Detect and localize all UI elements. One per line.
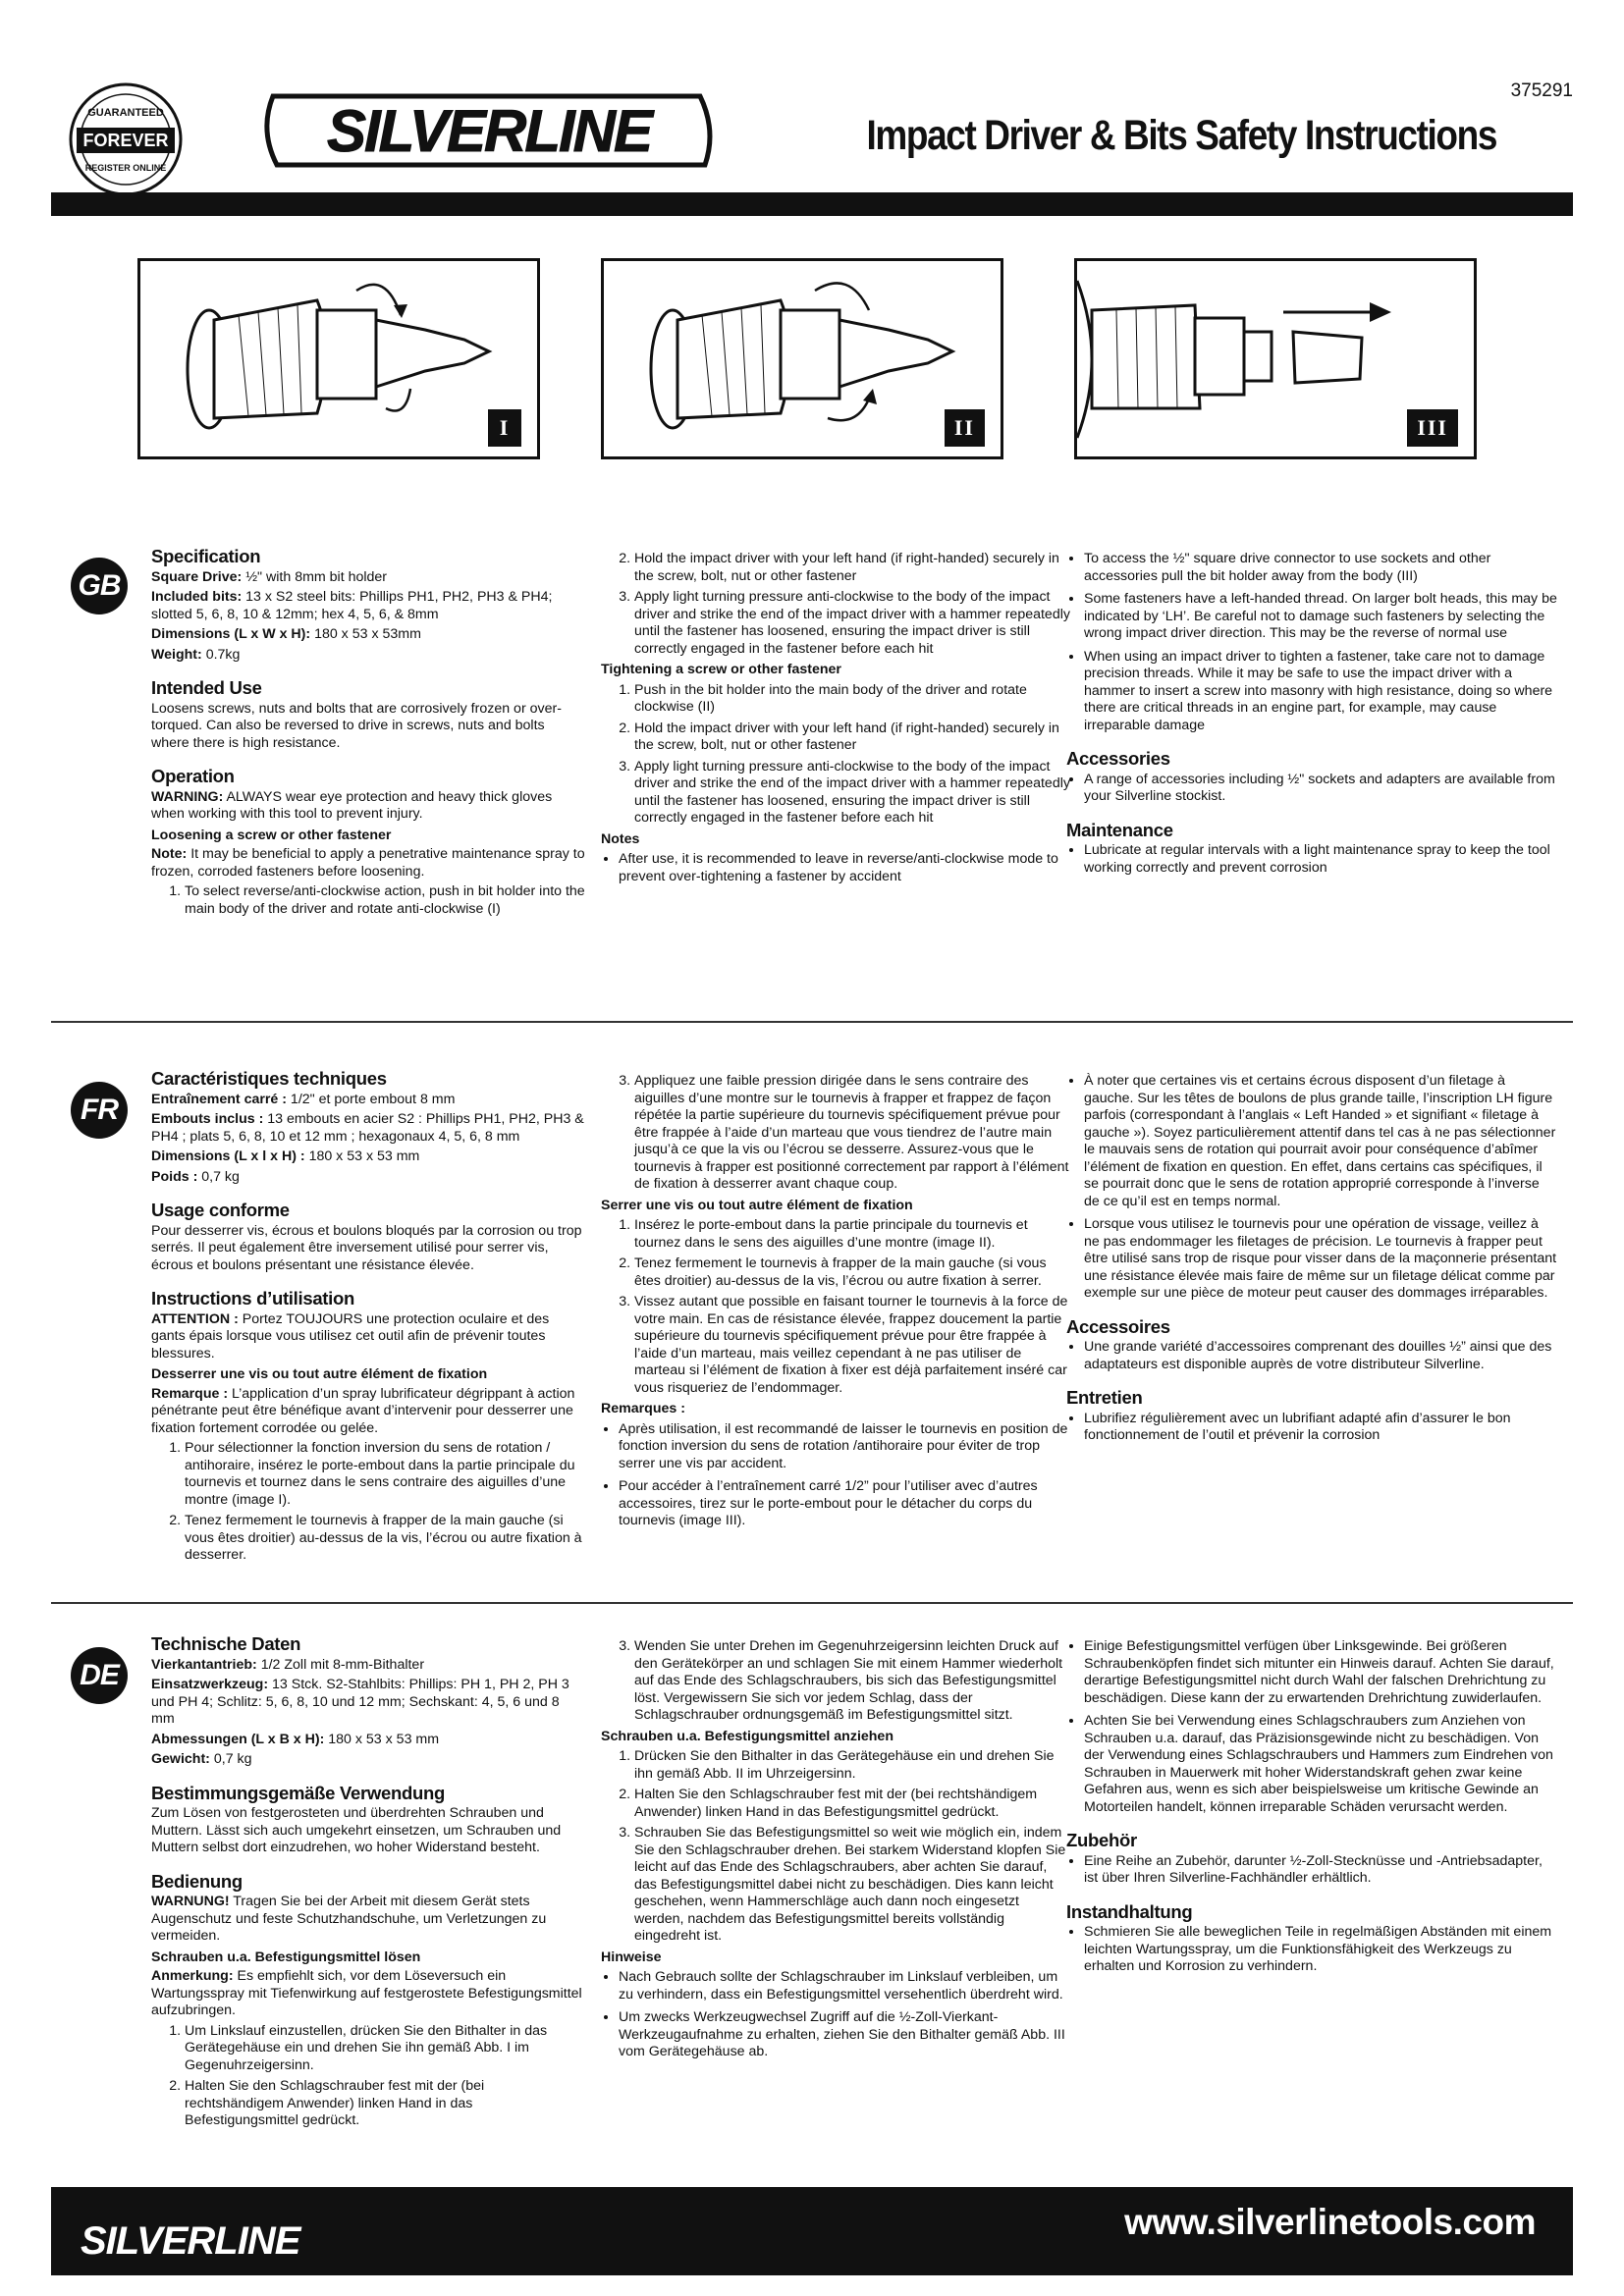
list-item: • Nach Gebrauch sollte der Schlagschrauber im Linkslauf verbleiben, um zu verhindern, dass ein Befestigungsmittel versehentlich überdreht wird. [619,1969,1072,2003]
list-item: 1. Push in the bit holder into the main body of the driver and rotate clockwise (II) [634,682,1072,717]
brand-logo [253,77,725,185]
fr-column-1 [151,1070,585,1569]
list-item: 2. Tenez fermement le tournevis à frapper de la main gauche (si vous êtes droitier) au-dessus de la vis, l’écrou ou autre fixation à serrer. [634,1255,1072,1290]
fr-spec-line: Poids : 0,7 kg [151,1168,240,1185]
de-operation-heading: Bedienung [151,1870,243,1892]
list-item: • Une grande variété d’accessoires comprenant des douilles ½” ainsi que des adaptateurs est disponible auprès de votre distributeur Silverline. [1084,1339,1557,1373]
fr-use-heading: Usage conforme [151,1200,290,1220]
list-item: • Pour accéder à l’entraînement carré 1/2” pour l’utiliser avec d’autres accessoires, tirez sur le porte-embout pour le détacher du corps du tournevis (image III). [619,1478,1072,1530]
figure-3 [1074,258,1477,459]
fr-loosen-heading: Desserrer une vis ou tout autre élément de fixation [151,1366,488,1382]
de-spec-line: Gewicht: 0,7 kg [151,1751,252,1767]
list-item: 2. Hold the impact driver with your left hand (if right-handed) securely in the screw, bolt, nut or other fastener [634,551,1072,585]
figure-2-label: II [945,409,985,447]
gb-use-heading: Intended Use [151,677,262,698]
seal-text-top: GUARANTEED [87,107,164,119]
fr-accessories-heading: Accessoires [1066,1315,1170,1337]
gb-warning: WARNING: ALWAYS wear eye protection and heavy thick gloves when working with this tool to prevent injury. [151,788,553,822]
gb-note: Note: It may be beneficial to apply a penetrative maintenance spray to frozen, corroded fasteners before loosening. [151,846,585,880]
list-item: 1. Um Linkslauf einzustellen, drücken Sie den Bithalter in das Gerätegehäuse ein und drehen Sie ihn gemäß Abb. I im Gegenuhrzeigersinn. [185,2023,585,2075]
fr-column-2 [601,1070,1072,1536]
list-item: 2. Hold the impact driver with your left hand (if right-handed) securely in the screw, bolt, nut or other fastener [634,721,1072,755]
fr-column-3 [1066,1070,1557,1451]
de-accessories-heading: Zubehör [1066,1830,1137,1850]
gb-tighten-heading: Tightening a screw or other fastener [601,662,841,677]
de-spec-line: Einsatzwerkzeug: 13 Stck. S2-Stahlbits: Phillips: PH 1, PH 2, PH 3 und PH 4; Schlitz: 5, 6, 8, 10 und 12 mm; Sechskant: 4, 5, 6 und 8 mm [151,1677,569,1727]
fr-use-text: Pour desserrer vis, écrous et boulons bloqués par la corrosion ou trop serrés. Il peut également être inversement utilisé pour serrer vis, écrous et boulons présentant une résistance élevée. [151,1222,582,1273]
gb-use-text: Loosens screws, nuts and bolts that are corrosively frozen or over-torqued. Can also be reversed to drive in screws, nuts and bolts where there is high resistance. [151,700,562,751]
section-fr [51,1070,1573,1600]
list-item: • À noter que certaines vis et certains écrous disposent d’un filetage à gauche. Sur les têtes de boulons de plus grande taille, l’inscription LH figure parfois (correspondant à l’anglais « Left Handed » et signifiant « filetage à gauche »). Soyez particulièrement attentif dans tel cas à ne pas sélectionner le mauvais sens de rotation qui pourrait avoir pour conséquence d’abîmer l’élément de fixation en question. En effet, dans certains cas spécifiques, il se pourrait donc que le sens de rotation approprié corresponde à l’inverse de ce qu’il est en temps normal. [1084,1073,1557,1210]
list-item: 3. Schrauben Sie das Befestigungsmittel so weit wie möglich ein, indem Sie den Schlagschrauber drehen. Bei starkem Widerstand klopfen Sie leicht auf das Ende des Schlagschraubers, aber achten Sie darauf, das Befestigungsmittel dabei nicht zu beschädigen. Dies kann leicht geschehen, wenn Hammerschläge auch dann noch eingesetzt werden, nachdem das Befestigungsmittel bereits vollständig eingedreht ist. [634,1825,1072,1946]
seal-text-mid: FOREVER [82,131,169,150]
guarantee-seal [67,80,185,198]
gb-notes-heading: Notes [601,830,640,847]
de-loosen-heading: Schrauben u.a. Befestigungsmittel lösen [151,1949,421,1965]
list-item: • Lorsque vous utilisez le tournevis pour une opération de vissage, veillez à ne pas endommager les filetages de précision. Le tournevis à frapper peut être utilisé sans trop de risque pour visser dans de la maçonnerie présentant une résistance élevée mais faire de même sur un filetage délicat comme par exemple sur une pièce de moteur peut causer des dommages irréparables. [1084,1216,1557,1303]
figure-1-label: I [488,409,521,447]
de-use-text: Zum Lösen von festgerosteten und überdrehten Schrauben und Muttern. Lässt sich auch umgekehrt einsetzen, um Schrauben und Muttern selbst dort einzudrehen, wo hoher Widerstand besteht. [151,1805,562,1855]
list-item: • To access the ½" square drive connector to use sockets and other accessories pull the bit holder away from the body (III) [1084,551,1557,585]
list-item: 1. To select reverse/anti-clockwise action, push in bit holder into the main body of the driver and rotate anti-clockwise (I) [185,883,585,918]
de-spec-heading: Technische Daten [151,1633,301,1654]
list-item: • Some fasteners have a left-handed thread. On larger bolt heads, this may be indicated by ‘LH’. Be careful not to damage such fasteners by selecting the wrong impact driver direction. This may be the reverse of normal use [1084,591,1557,643]
fr-operation-heading: Instructions d’utilisation [151,1288,355,1308]
gb-loosen-heading: Loosening a screw or other fastener [151,827,392,843]
fr-notes-heading: Remarques : [601,1401,685,1416]
figure-2 [601,258,1003,459]
gb-column-1 [151,548,585,922]
footer-brand-text: SILVERLINE [81,2219,300,2263]
section-de [51,1635,1573,2146]
list-item: 1. Insérez le porte-embout dans la partie principale du tournevis et tournez dans le sens des aiguilles d’une montre (image II). [634,1217,1072,1252]
fr-warning: ATTENTION : Portez TOUJOURS une protection oculaire et des gants épais lorsque vous utilisez cet outil afin de prévenir toutes blessures. [151,1310,550,1362]
gb-spec-line: Included bits: 13 x S2 steel bits: Phillips PH1, PH2, PH3 & PH4; slotted 5, 6, 8, 10 & 12mm; hex 4, 5, 6, & 8mm [151,589,553,622]
fr-spec-heading: Caractéristiques techniques [151,1068,387,1089]
list-item: • Um zwecks Werkzeugwechsel Zugriff auf die ½-Zoll-Vierkant-Werkzeugaufnahme zu erhalten, ziehen Sie den Bithalter gemäß Abb. III vom Gerätegehäuse ab. [619,2009,1072,2061]
de-spec-line: Abmessungen (L x B x H): 180 x 53 x 53 mm [151,1731,440,1747]
fr-note: Remarque : L’application d’un spray lubrificateur dégrippant à action pénétrante peut être bénéfique avant d’intervenir pour desserrer une fixation fortement corrodée ou gelée. [151,1385,575,1436]
section-gb [51,548,1573,960]
product-code: 375291 [1510,80,1573,101]
de-column-3 [1066,1635,1557,1982]
language-badge-de: DE [71,1647,128,1704]
de-note: Anmerkung: Es empfiehlt sich, vor dem Löseversuch ein Wartungsspray mit Tiefenwirkung auf festgerostete Befestigungsmittel aufzubringen. [151,1968,582,2018]
figure-3-label: III [1407,409,1458,447]
de-maintenance-heading: Instandhaltung [1066,1900,1193,1922]
gb-maintenance-heading: Maintenance [1066,819,1173,840]
figure-1 [137,258,540,459]
list-item: • A range of accessories including ½" sockets and adapters are available from your Silverline stockist. [1084,772,1557,806]
list-item: • Lubrifiez régulièrement avec un lubrifiant adapté afin d’assurer le bon fonctionnement de l’outil et prévenir la corrosion [1084,1411,1557,1445]
list-item: 3. Appliquez une faible pression dirigée dans le sens contraire des aiguilles d’une montre sur le tournevis à frapper et frappez de façon répétée la partie supérieure du tournevis spécifiquement prévue pour être frappée à l’aide d’un marteau que vous tiendrez de l’autre main jusqu’à ce que la vis ou l’écrou se desserre. Assurez-vous que le tournevis à frapper est positionné correctement par rapport à l’élément de fixation à desserrer avant chaque coup. [634,1073,1072,1194]
gb-column-2 [601,548,1072,891]
fr-maintenance-heading: Entretien [1066,1387,1143,1408]
gb-operation-heading: Operation [151,766,235,786]
fr-spec-line: Entraînement carré : 1/2" et porte embout 8 mm [151,1091,456,1107]
de-use-heading: Bestimmungsgemäße Verwendung [151,1782,445,1803]
language-badge-gb: GB [71,558,128,614]
list-item: 3. Apply light turning pressure anti-clockwise to the body of the impact driver and strike the end of the impact driver with a hammer repeatedly until the fastener has loosened, ensuring the impact driver is still correctly engaged in the fastener before each hit [634,759,1072,828]
list-item: 3. Wenden Sie unter Drehen im Gegenuhrzeigersinn leichten Druck auf den Gerätekörper an und schlagen Sie mit einem Hammer wiederholt auf das Ende des Schlagschraubers, bis sich das Befestigungsmittel löst. Vergewissern Sie sich vor jedem Schlag, dass der Schlagschrauber ordnungsgemäß im Befestigungsmittel sitzt. [634,1638,1072,1725]
fr-spec-line: Dimensions (L x l x H) : 180 x 53 x 53 mm [151,1148,420,1164]
gb-column-3 [1066,548,1557,882]
list-item: • Après utilisation, il est recommandé de laisser le tournevis en position de fonction inversion du sens de rotation /antihoraire pour éviter de trop serrer une vis par accident. [619,1421,1072,1473]
list-item: • Achten Sie bei Verwendung eines Schlagschraubers zum Anziehen von Schrauben u.a. darauf, das Präzisionsgewinde nicht zu beschädigen. Von der Verwendung eines Schlagschraubers und Hammers zum Eindrehen von Schrauben in Mauerwerk mit hoher Widerstandskraft gehen zwar keine Gefahren aus, wenn es sich aber beispielsweise um kritische Gewinde an Motorteilen handelt, können irreparable Schäden verursacht werden. [1084,1713,1557,1816]
gb-spec-line: Weight: 0.7kg [151,646,241,663]
list-item: • Eine Reihe an Zubehör, darunter ½-Zoll-Stecknüsse und -Antriebsadapter, ist über Ihren Silverline-Fachhändler erhältlich. [1084,1853,1557,1888]
seal-text-bottom: REGISTER ONLINE [84,163,167,173]
list-item: • Lubricate at regular intervals with a light maintenance spray to keep the tool working correctly and prevent corrosion [1084,842,1557,877]
de-tighten-heading: Schrauben u.a. Befestigungsmittel anziehen [601,1728,893,1744]
de-spec-line: Vierkantantrieb: 1/2 Zoll mit 8-mm-Bithalter [151,1656,425,1673]
list-item: 2. Halten Sie den Schlagschrauber fest mit der (bei rechtshändigem Anwender) linken Hand in das Befestigungsmittel gedrückt. [634,1787,1072,1821]
section-divider [51,1021,1573,1023]
gb-spec-line: Dimensions (L x W x H): 180 x 53 x 53mm [151,626,421,642]
de-notes-heading: Hinweise [601,1949,662,1965]
fr-tighten-heading: Serrer une vis ou tout autre élément de fixation [601,1197,913,1213]
list-item: 2. Halten Sie den Schlagschrauber fest mit der (bei rechtshändigem Anwender) linken Hand in das Befestigungsmittel gedrückt. [185,2078,585,2130]
header-divider-bar [51,192,1573,216]
gb-spec-line: Square Drive: ½" with 8mm bit holder [151,568,388,585]
list-item: 1. Drücken Sie den Bithalter in das Gerätegehäuse ein und drehen Sie ihn gemäß Abb. II im Uhrzeigersinn. [634,1748,1072,1783]
gb-accessories-heading: Accessories [1066,748,1170,769]
list-item: • When using an impact driver to tighten a fastener, take care not to damage precision threads. While it may be safe to use the impact driver with a hammer to insert a screw into masonry with high resistance, doing so where there are critical threads in an engine part, for example, may cause irreparable damage [1084,649,1557,735]
de-column-1 [151,1635,585,2134]
website-link[interactable]: www.silverlinetools.com [1124,2202,1536,2242]
section-divider [51,1602,1573,1604]
brand-logo-text: SILVERLINE [326,98,652,164]
list-item: • After use, it is recommended to leave in reverse/anti-clockwise mode to prevent over-tightening a fastener by accident [619,851,1072,885]
footer-brand-logo [71,2209,385,2268]
de-warning: WARNUNG! Tragen Sie bei der Arbeit mit diesem Gerät stets Augenschutz und feste Schutzhandschuhe, um Verletzungen zu vermeiden. [151,1894,547,1944]
de-column-2 [601,1635,1072,2067]
list-item: 2. Tenez fermement le tournevis à frapper de la main gauche (si vous êtes droitier) au-dessus de la vis, l’écrou ou autre fixation à desserrer. [185,1513,585,1565]
list-item: 1. Pour sélectionner la fonction inversion du sens de rotation / antihoraire, insérez le porte-embout dans la partie principale du tournevis et tournez dans le sens contraire des aiguilles d’une montre (image I). [185,1440,585,1509]
page-title: Impact Driver & Bits Safety Instructions [866,112,1496,159]
list-item: 3. Apply light turning pressure anti-clockwise to the body of the impact driver and strike the end of the impact driver with a hammer repeatedly until the fastener has loosened, ensuring the impact driver is still correctly engaged in the fastener before each hit [634,589,1072,658]
list-item: 3. Vissez autant que possible en faisant tourner le tournevis à la force de votre main. En cas de résistance élevée, frappez doucement la partie supérieure du tournevis spécifiquement prévue pour être frappée à l’aide d’un marteau, mais veillez cependant à ne pas utiliser de marteau si l’élément de fixation à fixer est déjà parfaitement inséré car vous risqueriez de l’endommager. [634,1294,1072,1397]
gb-spec-heading: Specification [151,546,261,566]
fr-spec-line: Embouts inclus : 13 embouts en acier S2 : Phillips PH1, PH2, PH3 & PH4 ; plats 5, 6, 8, 10 et 12 mm ; hexagonaux 4, 5, 6, 8 mm [151,1111,584,1145]
list-item: • Schmieren Sie alle beweglichen Teile in regelmäßigen Abständen mit einem leichten Wartungsspray, um die Funktionsfähigkeit des Werkzeugs zu erhalten und Korrosion zu verhindern. [1084,1924,1557,1976]
list-item: • Einige Befestigungsmittel verfügen über Linksgewinde. Bei größeren Schraubenköpfen findet sich mitunter ein Hinweis darauf. Achten Sie darauf, derartige Befestigungsmittel nicht durch Wahl der falschen Drehrichtung zu beschädigen. Diese kann der zu erwartenden Drehrichtung zuwiderlaufen. [1084,1638,1557,1707]
language-badge-fr: FR [71,1082,128,1139]
